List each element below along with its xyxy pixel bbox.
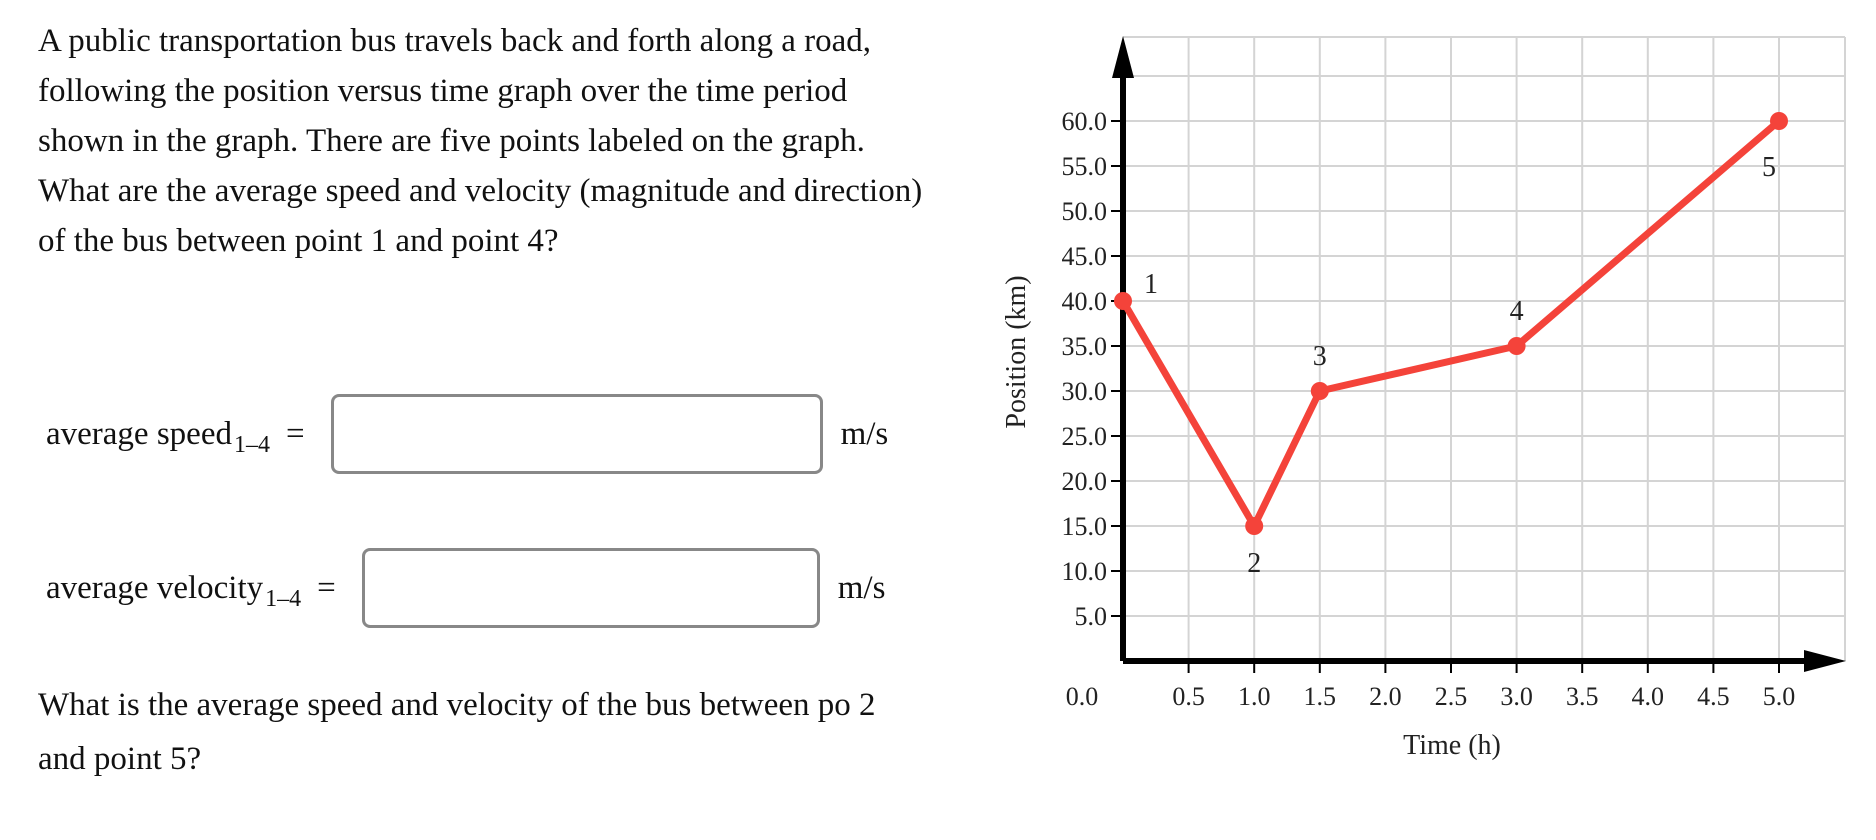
- y-tick-label: 15.0: [1061, 512, 1107, 541]
- x-axis-label: Time (h): [1403, 730, 1501, 761]
- y-tick-label: 20.0: [1061, 467, 1107, 496]
- average-speed-row: [46, 394, 888, 474]
- x-tick-label: 4.5: [1697, 682, 1730, 711]
- chart-grid: [1123, 37, 1845, 661]
- average-velocity-equals: =: [317, 569, 336, 606]
- average-velocity-label: average velocity: [46, 569, 264, 606]
- question-text: A public transportation bus travels back and forth along a road, following the position versus time graph over the time period shown in the graph. There are five points labeled on the graph. What are the average speed and velocity (magnitude and direction) of the bus between point 1 and point 4?: [38, 23, 923, 259]
- chart-axes: [1112, 36, 1846, 672]
- origin-label: 0.0: [1065, 682, 1099, 711]
- x-tick-label: 2.0: [1369, 682, 1402, 711]
- x-axis-arrow-icon: [1804, 650, 1846, 672]
- average-speed-label: average speed: [46, 415, 232, 452]
- data-point-label: 2: [1247, 548, 1262, 579]
- y-axis-arrow-icon: [1112, 36, 1134, 78]
- x-tick-label: 0.5: [1172, 682, 1205, 711]
- chart-points: [1114, 112, 1788, 579]
- y-tick-label: 30.0: [1061, 377, 1107, 406]
- data-point: [1311, 382, 1329, 400]
- second-question-text: What is the average speed and velocity of the bus between po 2 and point 5?: [38, 687, 876, 777]
- y-tick-label: 5.0: [1074, 602, 1107, 631]
- y-tick-label: 45.0: [1061, 242, 1107, 271]
- average-speed-unit: m/s: [840, 415, 889, 452]
- x-tick-label: 3.5: [1565, 682, 1599, 711]
- y-tick-label: 60.0: [1061, 107, 1107, 136]
- data-point-label: 4: [1509, 296, 1524, 327]
- data-point: [1245, 517, 1263, 535]
- data-point: [1770, 112, 1788, 130]
- x-tick-label: 1.0: [1237, 682, 1271, 711]
- y-tick-label: 10.0: [1061, 557, 1107, 586]
- y-tick-label: 25.0: [1061, 422, 1107, 451]
- y-tick-label: 50.0: [1061, 197, 1107, 226]
- x-tick-label: 5.0: [1762, 682, 1796, 711]
- average-velocity-row: [46, 548, 885, 628]
- average-speed-equals: =: [285, 415, 305, 452]
- data-point: [1114, 292, 1132, 310]
- data-point-label: 5: [1762, 152, 1776, 183]
- average-velocity-unit: m/s: [837, 569, 886, 606]
- y-tick-label: 35.0: [1061, 332, 1107, 361]
- average-velocity-subscript: 1–4: [265, 585, 302, 612]
- data-point-label: 1: [1144, 269, 1158, 300]
- series-line: [1123, 121, 1779, 526]
- average-speed-subscript: 1–4: [233, 431, 270, 458]
- y-tick-label: 55.0: [1061, 152, 1107, 181]
- y-axis-label: Position (km): [1001, 275, 1032, 429]
- data-point-label: 3: [1312, 341, 1327, 372]
- x-tick-label: 3.0: [1500, 682, 1533, 711]
- x-tick-label: 4.0: [1631, 682, 1665, 711]
- data-point: [1508, 337, 1526, 355]
- chart-series-line: [1123, 121, 1779, 526]
- average-speed-input[interactable]: [331, 394, 823, 474]
- y-tick-label: 40.0: [1061, 287, 1107, 316]
- chart-ticks: [1062, 107, 1796, 711]
- average-velocity-input[interactable]: [362, 548, 820, 628]
- x-tick-label: 1.5: [1303, 682, 1337, 711]
- x-tick-label: 2.5: [1434, 682, 1468, 711]
